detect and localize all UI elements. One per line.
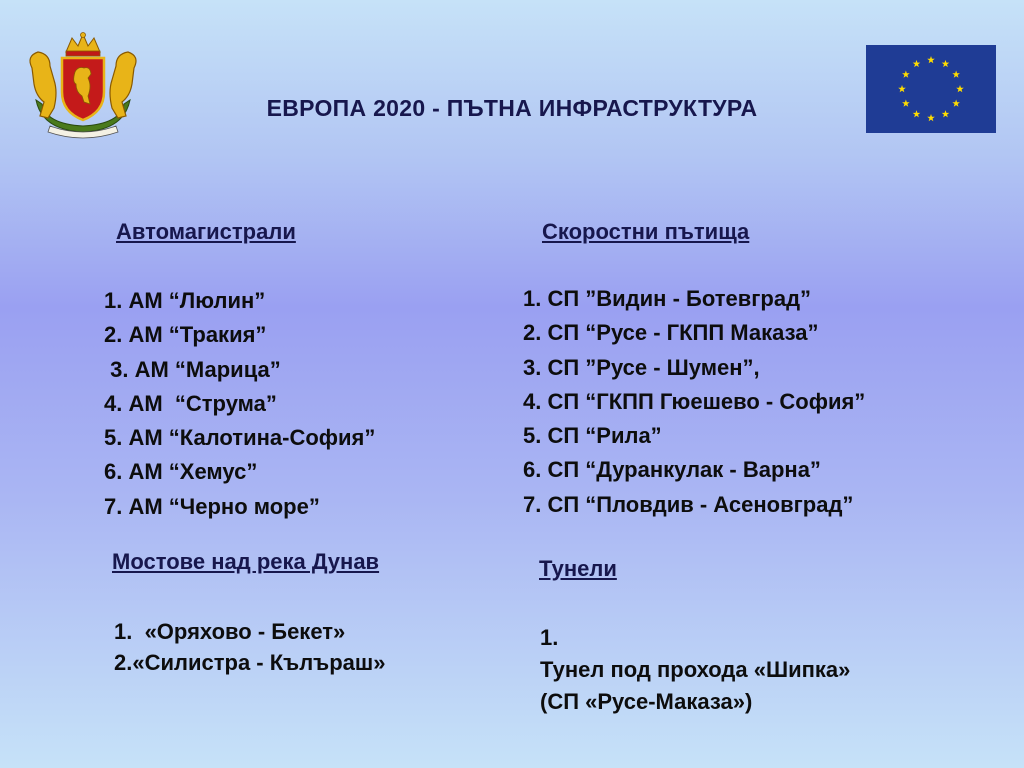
tunnels-heading: Тунели bbox=[539, 556, 617, 581]
list-item bbox=[540, 622, 960, 718]
list-item: 3. СП ”Русе - Шумен”, bbox=[523, 354, 760, 380]
bridges-heading: Мостове над река Дунав bbox=[112, 549, 380, 574]
list-item: 2. СП “Русе - ГКПП Маказа” bbox=[523, 320, 819, 346]
list-item: 1. СП ”Видин - Ботевград” bbox=[523, 286, 812, 311]
tunnel-name: Тунел под прохода «Шипка» bbox=[540, 657, 851, 682]
tunnel-route: (СП «Русе-Маказа») bbox=[540, 689, 753, 714]
coat-of-arms-icon bbox=[20, 30, 146, 140]
list-item: 5. СП “Рила” bbox=[523, 423, 662, 449]
list-item: 1. АМ “Люлин” bbox=[104, 288, 266, 313]
list-item: 1. «Оряхово - Бекет» bbox=[114, 619, 346, 644]
list-item: 7. СП “Пловдив - Асеновград” bbox=[523, 491, 854, 517]
motorways-list bbox=[104, 284, 375, 524]
list-item: 4. СП “ГКПП Гюешево - София” bbox=[523, 388, 866, 414]
list-item: 7. АМ “Черно море” bbox=[104, 493, 320, 519]
list-item: 6. СП “Дуранкулак - Варна” bbox=[523, 457, 821, 483]
list-number: 1. bbox=[540, 625, 559, 650]
list-item: 4. АМ “Струма” bbox=[104, 390, 277, 416]
list-item: 3. АМ “Марица” bbox=[104, 356, 281, 382]
expressways-list bbox=[523, 282, 865, 522]
eu-flag-icon bbox=[866, 45, 996, 133]
list-item: 2.«Силистра - Кълъраш» bbox=[114, 650, 386, 675]
motorways-heading: Автомагистрали bbox=[116, 219, 296, 244]
list-item: 6. АМ “Хемус” bbox=[104, 459, 258, 485]
tunnels-list bbox=[540, 622, 960, 718]
list-item: 2. АМ “Тракия” bbox=[104, 322, 267, 348]
page-title: ЕВРОПА 2020 - ПЪТНА ИНФРАСТРУКТУРА bbox=[266, 95, 758, 121]
bridges-list bbox=[114, 616, 385, 678]
expressways-heading: Скоростни пътища bbox=[542, 219, 750, 244]
list-item: 5. АМ “Калотина-София” bbox=[104, 425, 376, 451]
